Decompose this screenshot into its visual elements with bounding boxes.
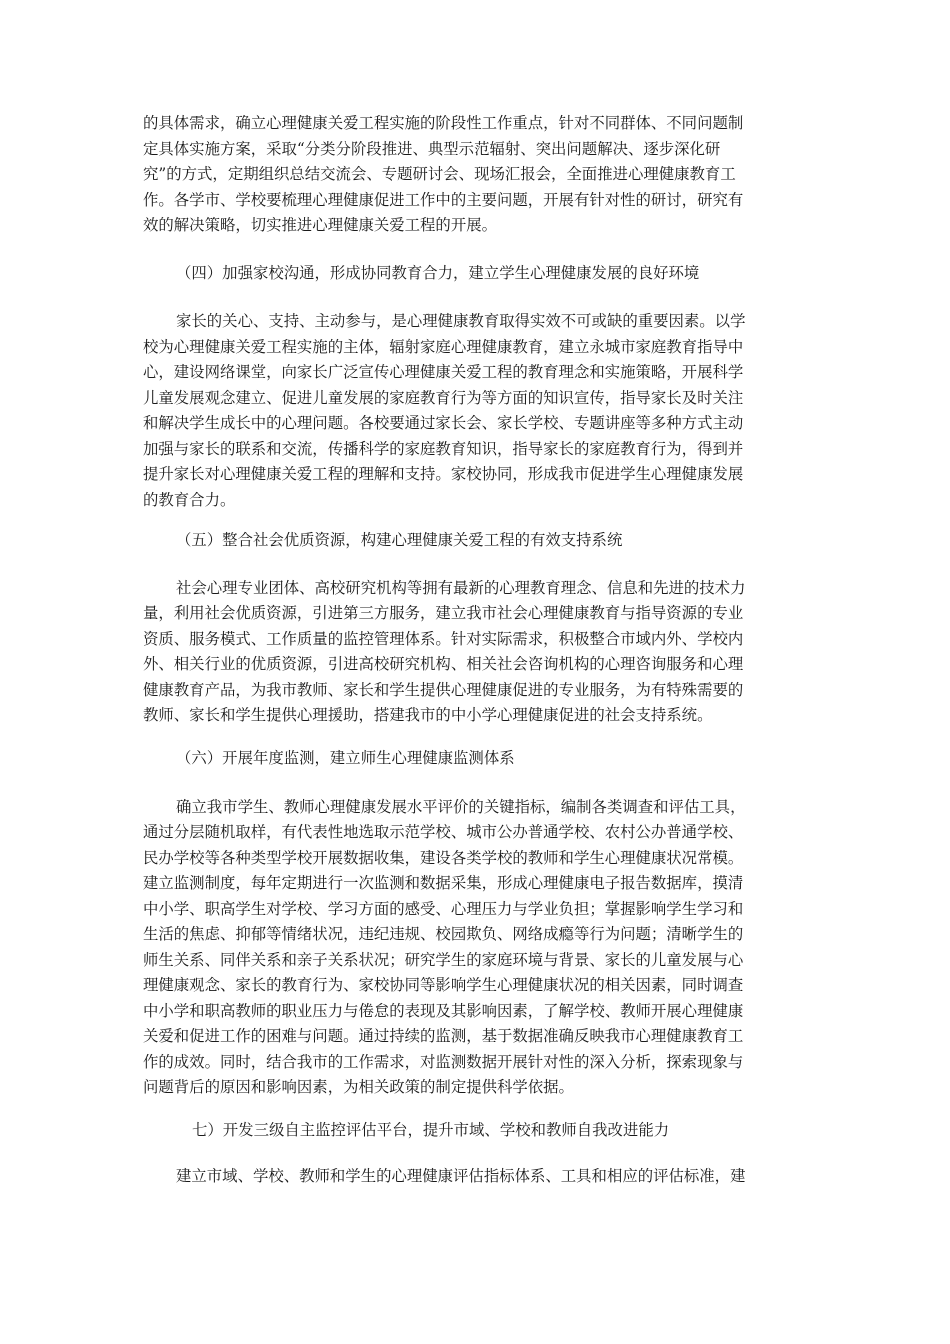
paragraph-line: 定具体实施方案，采取“分类分阶段推进、典型示范辐射、突出问题解决、逐步深化研	[143, 140, 721, 158]
paragraph-line: 儿童发展观念建立、促进儿童发展的家庭教育行为等方面的知识宣传，指导家长及时关注	[143, 389, 744, 407]
paragraph-line: 建立市域、学校、教师和学生的心理健康评估指标体系、工具和相应的评估标准，建	[176, 1167, 746, 1185]
paragraph-line: 中小学、职高学生对学校、学习方面的感受、心理压力与学业负担；掌握影响学生学习和	[143, 900, 744, 918]
paragraph-line: 加强与家长的联系和交流，传播科学的家庭教育知识，指导家长的家庭教育行为，得到并	[143, 440, 744, 458]
paragraph-line: 作。各学市、学校要梳理心理健康促进工作中的主要问题，开展有针对性的研讨，研究有	[143, 191, 744, 209]
paragraph-line: 确立我市学生、教师心理健康发展水平评价的关键指标，编制各类调查和评估工具，	[176, 798, 746, 816]
paragraph-line: 生活的焦虑、抑郁等情绪状况，违纪违规、校园欺负、网络成瘾等行为问题；清晰学生的	[143, 925, 744, 943]
paragraph-line: 家长的关心、支持、主动参与，是心理健康教育取得实效不可或缺的重要因素。以学	[176, 312, 746, 330]
paragraph-line: 资质、服务模式、工作质量的监控管理体系。针对实际需求，积极整合市域内外、学校内	[143, 630, 744, 648]
paragraph-line: 通过分层随机取样，有代表性地选取示范学校、城市公办普通学校、农村公办普通学校、	[143, 823, 744, 841]
paragraph-line: 中小学和职高教师的职业压力与倦怠的表现及其影响因素，了解学校、教师开展心理健康	[143, 1002, 744, 1020]
paragraph-line: 关爱和促进工作的困难与问题。通过持续的监测，基于数据准确反映我市心理健康教育工	[143, 1027, 744, 1045]
section-heading-5: （五）整合社会优质资源，构建心理健康关爱工程的有效支持系统	[176, 531, 623, 549]
paragraph-line: 效的解决策略，切实推进心理健康关爱工程的开展。	[143, 216, 497, 234]
paragraph-line: 究”的方式，定期组织总结交流会、专题研讨会、现场汇报会，全面推进心理健康教育工	[143, 165, 736, 183]
paragraph-line: 外、相关行业的优质资源，引进高校研究机构、相关社会咨询机构的心理咨询服务和心理	[143, 655, 744, 673]
paragraph-line: 的教育合力。	[143, 491, 236, 509]
paragraph-line: 社会心理专业团体、高校研究机构等拥有最新的心理教育理念、信息和先进的技术力	[176, 579, 746, 597]
paragraph-line: 问题背后的原因和影响因素，为相关政策的制定提供科学依据。	[143, 1078, 574, 1096]
paragraph-line: 民办学校等各种类型学校开展数据收集，建设各类学校的教师和学生心理健康状况常模。	[143, 849, 744, 867]
paragraph-line: 校为心理健康关爱工程实施的主体，辐射家庭心理健康教育，建立永城市家庭教育指导中	[143, 338, 744, 356]
paragraph-line: 和解决学生成长中的心理问题。各校要通过家长会、家长学校、专题讲座等多种方式主动	[143, 414, 744, 432]
paragraph-line: 的具体需求，确立心理健康关爱工程实施的阶段性工作重点，针对不同群体、不同问题制	[143, 114, 744, 132]
paragraph-line: 作的成效。同时，结合我市的工作需求，对监测数据开展针对性的深入分析，探索现象与	[143, 1053, 744, 1071]
paragraph-line: 量，利用社会优质资源，引进第三方服务，建立我市社会心理健康教育与指导资源的专业	[143, 604, 744, 622]
paragraph-line: 理健康观念、家长的教育行为、家校协同等影响学生心理健康状况的相关因素，同时调查	[143, 976, 744, 994]
section-heading-4: （四）加强家校沟通，形成协同教育合力，建立学生心理健康发展的良好环境	[176, 264, 700, 282]
section-heading-7: 七）开发三级自主监控评估平台，提升市域、学校和教师自我改进能力	[192, 1121, 670, 1139]
paragraph-line: 提升家长对心理健康关爱工程的理解和支持。家校协同，形成我市促进学生心理健康发展	[143, 465, 744, 483]
paragraph-line: 教师、家长和学生提供心理援助，搭建我市的中小学心理健康促进的社会支持系统。	[143, 706, 713, 724]
paragraph-line: 师生关系、同伴关系和亲子关系状况；研究学生的家庭环境与背景、家长的儿童发展与心	[143, 951, 744, 969]
paragraph-line: 心，建设网络课堂，向家长广泛宣传心理健康关爱工程的教育理念和实施策略，开展科学	[143, 363, 744, 381]
paragraph-line: 建立监测制度，每年定期进行一次监测和数据采集，形成心理健康电子报告数据库，摸清	[143, 874, 744, 892]
paragraph-line: 健康教育产品，为我市教师、家长和学生提供心理健康促进的专业服务，为有特殊需要的	[143, 681, 744, 699]
section-heading-6: （六）开展年度监测，建立师生心理健康监测体系	[176, 749, 515, 767]
